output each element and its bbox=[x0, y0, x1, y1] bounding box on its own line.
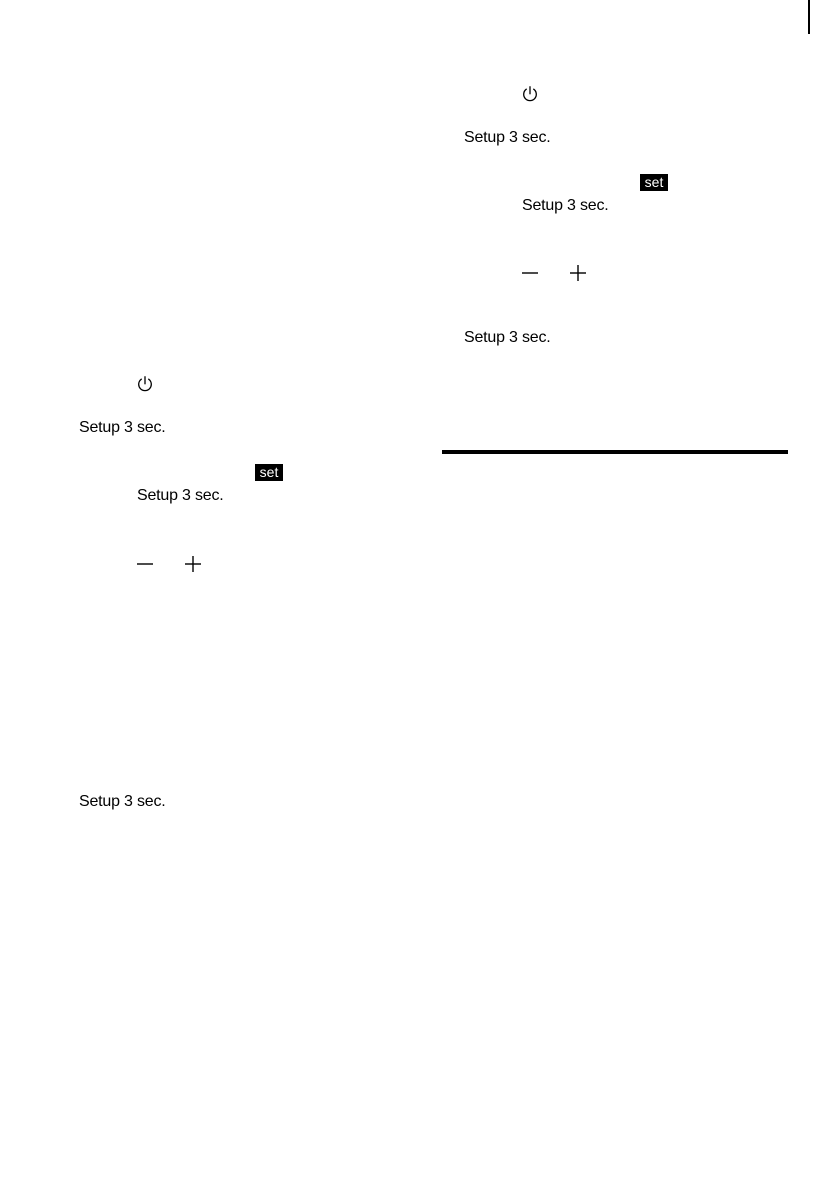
power-icon bbox=[136, 375, 154, 393]
setup-hint: Setup 3 sec. bbox=[522, 197, 609, 214]
section-divider bbox=[442, 450, 788, 454]
setup-hint: Setup 3 sec. bbox=[79, 793, 166, 810]
setup-hint: Setup 3 sec. bbox=[464, 329, 551, 346]
setup-hint: Setup 3 sec. bbox=[464, 129, 551, 146]
set-badge: set bbox=[640, 174, 668, 191]
plus-icon bbox=[569, 264, 587, 282]
power-icon bbox=[521, 85, 539, 103]
minus-icon bbox=[136, 555, 154, 573]
set-badge: set bbox=[255, 464, 283, 481]
crop-mark bbox=[808, 0, 810, 34]
setup-hint: Setup 3 sec. bbox=[137, 487, 224, 504]
setup-hint: Setup 3 sec. bbox=[79, 419, 166, 436]
minus-icon bbox=[521, 264, 539, 282]
plus-icon bbox=[184, 555, 202, 573]
